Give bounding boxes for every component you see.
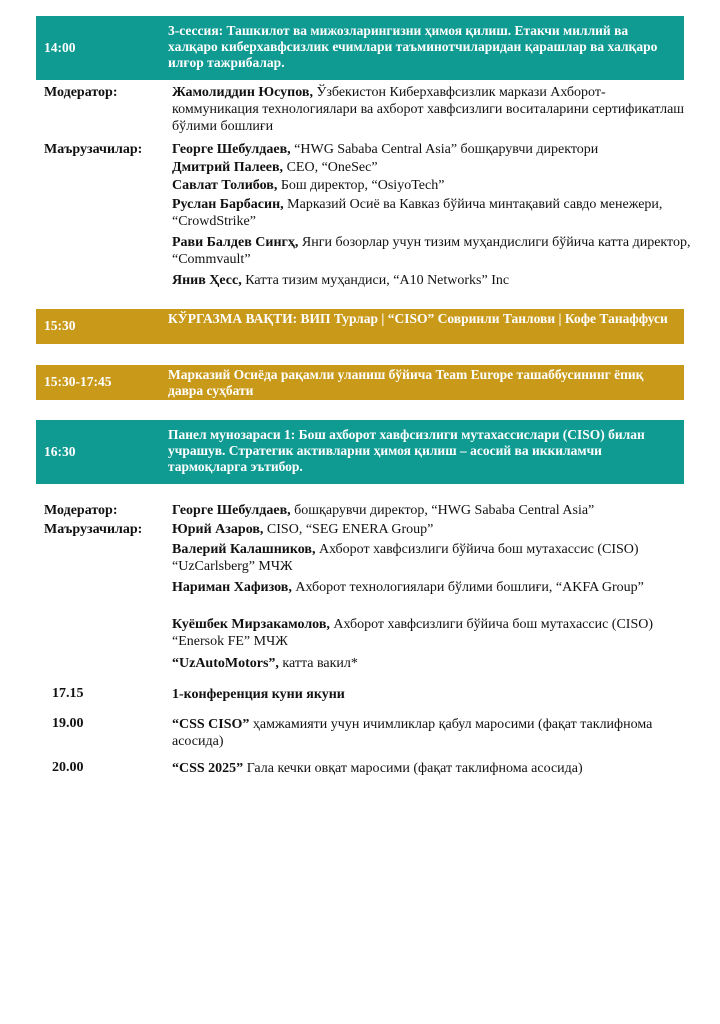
panel1-speaker [172,655,692,672]
panel1-moderator [172,502,692,519]
moderator-label: Модератор: [44,85,118,100]
session3-header [36,16,684,80]
schedule-time: 20.00 [52,760,84,775]
expo-time: 15:30 [44,318,76,333]
speaker-name: Савлат Толибов, [172,178,278,193]
speakers-label: Маърузачилар: [44,142,143,157]
speaker-role: CEO, “OneSec” [286,160,378,175]
moderator-role: бошқарувчи директор, “HWG Sababa Central Asia” [294,503,595,518]
speaker-name: Нариман Хафизов, [172,580,292,595]
panel1-speaker [172,579,692,596]
speaker-name: Юрий Азаров, [172,522,264,537]
panel1-speaker [172,521,692,538]
session3-time: 14:00 [44,40,76,55]
schedule-bold: “CSS CISO” [172,717,250,732]
speaker-role: Ахборот хавфсизлиги бўйича бош мутахассис (CISO) “UzCarlsberg” МЧЖ [172,542,639,574]
expo-title: КЎРГАЗМА ВАҚТИ: ВИП Турлар | “CISO” Совринли Танлови | Кофе Танаффуси [168,311,668,326]
speaker-role: катта вакил* [282,656,358,671]
schedule-text: ҳамжамияти учун ичимликлар қабул маросими (фақат таклифнома асосида) [172,717,653,749]
schedule-time: 19.00 [52,716,84,731]
speaker-name: Дмитрий Палеев, [172,160,284,175]
schedule-bold: 1-конференция куни якуни [172,687,345,702]
speaker-role: Ахборот хавфсизлиги бўйича бош мутахассис (CISO) “Enersok FE” МЧЖ [172,617,654,649]
moderator-name: Георге Шебулдаев, [172,503,291,518]
schedule-item [172,686,692,703]
expo-header [36,309,684,344]
speaker-name: Янив Ҳесс, [172,273,242,288]
speaker-name: Георге Шебулдаев, [172,142,291,157]
panel1-time: 16:30 [44,444,76,459]
speaker-role: Бош директор, “OsiyoTech” [280,178,445,193]
session3-moderator [172,84,692,135]
speaker-role: Янги бозорлар учун тизим муҳандислиги бўйича катта директор, “Commvault” [172,235,691,267]
speaker-role: Катта тизим муҳандиси, “A10 Networks” Inc [245,273,510,288]
speaker-role: CISO, “SEG ENERA Group” [266,522,434,537]
panel1-speaker [172,541,692,575]
speaker-name: Руслан Барбасин, [172,197,284,212]
session3-speaker [172,159,692,176]
speaker-name: Валерий Калашников, [172,542,316,557]
speaker-role: Ахборот технологиялари бўлими бошлиғи, “AKFA Group” [295,580,644,595]
panel1-title: Панел мунозараси 1: Бош ахборот хавфсизлиги мутахассислари (CISO) билан учрашув. Стратегик активларни ҳимоя қилиш – асосий ва иккиламчи тармоқларга эътибор. [168,427,645,474]
team-europe-header [36,365,684,400]
moderator-role: Ўзбекистон Киберхавфсизлик маркази Ахборот-коммуникация технологиялари ва ахборот хавфсизлиги воситаларини сертификатлаш бўлими бошлиғи [172,85,685,134]
session3-speaker [172,272,692,289]
schedule-bold: “CSS 2025” [172,761,244,776]
schedule-time: 17.15 [52,686,84,701]
panel1-speakers-label: Маърузачилар: [44,522,143,537]
speaker-role: “HWG Sababa Central Asia” бошқарувчи директори [294,142,599,157]
session3-speaker [172,196,692,230]
speaker-name: Рави Балдев Сингҳ, [172,235,299,250]
speaker-name: Куёшбек Мирзакамолов, [172,617,330,632]
team-europe-time: 15:30-17:45 [44,374,112,389]
session3-speaker [172,177,692,194]
speaker-name: “UzAutoMotors”, [172,656,279,671]
session3-speaker [172,234,692,268]
schedule-item [172,760,692,777]
moderator-name: Жамолиддин Юсупов, [172,85,313,100]
team-europe-title: Марказий Осиёда рақамли уланиш бўйича Team Europe ташаббусининг ёпиқ давра суҳбати [168,367,644,398]
panel1-header [36,420,684,484]
panel1-speaker [172,616,692,650]
speaker-role: Марказий Осиё ва Кавказ бўйича минтақавий савдо менежери, “CrowdStrike” [172,197,663,229]
schedule-item [172,716,692,750]
schedule-text: Гала кечки овқат маросими (фақат таклифнома асосида) [246,761,583,776]
session3-speaker [172,141,692,158]
panel1-moderator-label: Модератор: [44,503,118,518]
session3-title: 3-сессия: Ташкилот ва мижозларингизни ҳимоя қилиш. Етакчи миллий ва халқаро киберхавфсизлик ечимлари таъминотчиларидан қарашлар ва халқаро илғор тажрибалар. [168,23,658,70]
